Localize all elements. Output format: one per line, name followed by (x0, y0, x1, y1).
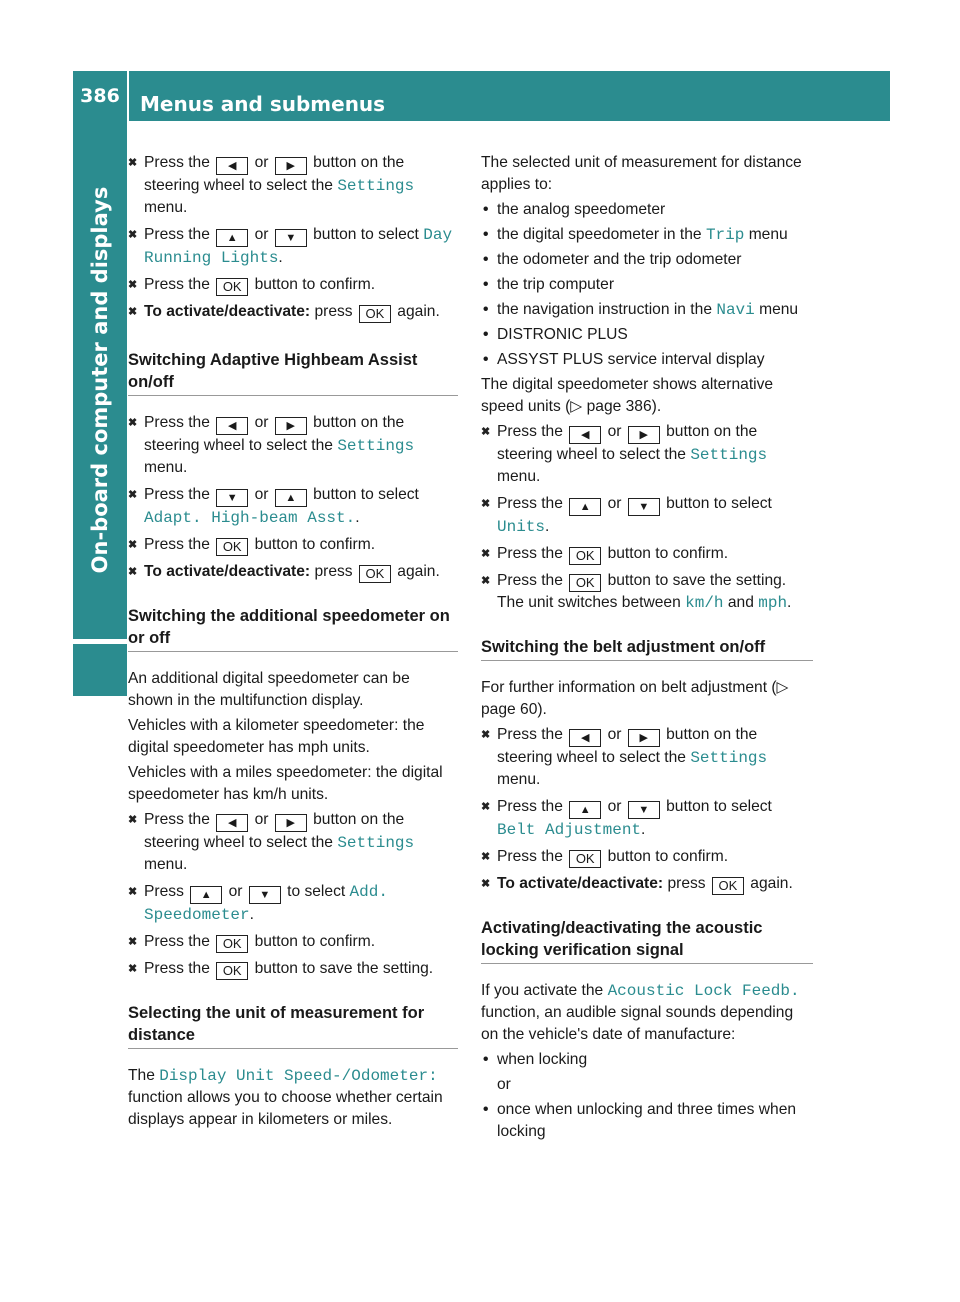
step: ✖ Press ▲ or ▼ to select Add. Speedometer. (128, 881, 458, 926)
step: ✖ Press the ◀ or ▶ button on the steering wheel to select the Settings menu. (128, 412, 458, 479)
down-key-icon: ▼ (249, 886, 281, 904)
list-item: • when locking (481, 1049, 813, 1071)
ok-key-icon: OK (216, 278, 248, 296)
display-kmh: km/h (685, 594, 724, 612)
down-key-icon: ▼ (628, 498, 660, 516)
paragraph: Vehicles with a miles speedometer: the digital speedometer has km/h units. (128, 764, 443, 803)
right-column (481, 152, 813, 1146)
step: ✖ Press the ▲ or ▼ button to select Belt Adjustment. (481, 796, 813, 841)
display-settings: Settings (337, 834, 415, 852)
display-acoustic: Acoustic Lock Feedb. (607, 982, 800, 1000)
list-item: • once when unlocking and three times when locking (481, 1099, 813, 1143)
up-key-icon: ▲ (569, 498, 601, 516)
right-key-icon: ▶ (628, 729, 660, 747)
list-item: • ASSYST PLUS service interval display (481, 349, 813, 371)
ok-key-icon: OK (359, 305, 391, 323)
step: ✖ Press the ◀ or ▶ button on the steering wheel to select the Settings menu. (128, 152, 458, 219)
page-number: 386 (80, 85, 120, 107)
display-day-running: Day Running Lights (144, 226, 453, 267)
right-key-icon: ▶ (275, 157, 307, 175)
display-settings: Settings (690, 446, 768, 464)
step: ✖ Press the ◀ or ▶ button on the steering wheel to select the Settings menu. (128, 809, 458, 876)
step: ✖ To activate/deactivate: press OK again. (128, 301, 458, 323)
up-key-icon: ▲ (190, 886, 222, 904)
up-key-icon: ▲ (216, 229, 248, 247)
ok-key-icon: OK (216, 935, 248, 953)
display-mph: mph (758, 594, 788, 612)
list-item: • the digital speedometer in the Trip menu (481, 224, 813, 246)
section-heading: Activating/deactivating the acoustic locking verification signal (481, 917, 813, 964)
paragraph: The Display Unit Speed-/Odometer: function allows you to choose whether certain displays appear in kilometers or miles. (128, 1067, 443, 1128)
display-settings: Settings (337, 177, 415, 195)
step: ✖ Press the OK button to confirm. (128, 534, 458, 556)
section-heading: Switching the additional speedometer on or off (128, 605, 458, 652)
right-key-icon: ▶ (628, 426, 660, 444)
step: ✖ Press the ▼ or ▲ button to select Adapt. High-beam Asst.. (128, 484, 458, 529)
display-adapt-high: Adapt. High-beam Asst. (144, 509, 356, 527)
ok-key-icon: OK (216, 962, 248, 980)
left-key-icon: ◀ (216, 417, 248, 435)
paragraph: If you activate the Acoustic Lock Feedb. function, an audible signal sounds depending on the vehicle's date of manufacture: (481, 982, 800, 1043)
step: ✖ Press the OK button to confirm. (481, 543, 813, 565)
ok-key-icon: OK (359, 565, 391, 583)
ok-key-icon: OK (569, 547, 601, 565)
up-key-icon: ▲ (569, 801, 601, 819)
list-item: • the navigation instruction in the Navi menu (481, 299, 813, 321)
ok-key-icon: OK (216, 538, 248, 556)
list-item: • the trip computer (481, 274, 813, 296)
display-unit-speed: Display Unit Speed-/Odometer: (159, 1067, 438, 1085)
step: ✖ Press the ▲ or ▼ button to select Day Running Lights. (128, 224, 458, 269)
list-connector: or (497, 1076, 511, 1093)
section-heading: Switching Adaptive Highbeam Assist on/off (128, 349, 458, 396)
step: ✖ Press the OK button to confirm. (128, 931, 458, 953)
list-item: • the analog speedometer (481, 199, 813, 221)
display-belt: Belt Adjustment (497, 821, 642, 839)
display-trip: Trip (705, 226, 745, 244)
right-key-icon: ▶ (275, 417, 307, 435)
ok-key-icon: OK (712, 877, 744, 895)
paragraph: The selected unit of measurement for distance applies to: (481, 154, 802, 193)
down-key-icon: ▼ (275, 229, 307, 247)
display-settings: Settings (690, 749, 768, 767)
step: ✖ Press the ▲ or ▼ button to select Units. (481, 493, 813, 538)
page-title: Menus and submenus (140, 92, 386, 116)
step: ✖ Press the OK button to save the setting. The unit switches between km/h and mph. (481, 570, 813, 614)
step: ✖ To activate/deactivate: press OK again. (128, 561, 458, 583)
ok-key-icon: OK (569, 850, 601, 868)
step: ✖ Press the OK button to confirm. (128, 274, 458, 296)
step: ✖ Press the ◀ or ▶ button on the steering wheel to select the Settings menu. (481, 421, 813, 488)
left-key-icon: ◀ (569, 426, 601, 444)
step: ✖ To activate/deactivate: press OK again. (481, 873, 813, 895)
right-key-icon: ▶ (275, 814, 307, 832)
display-units: Units (497, 518, 546, 536)
section-heading: Selecting the unit of measurement for distance (128, 1002, 458, 1049)
paragraph: The digital speedometer shows alternative speed units (▷ page 386). (481, 376, 774, 415)
ok-key-icon: OK (569, 574, 601, 592)
paragraph: Vehicles with a kilometer speedometer: the digital speedometer has mph units. (128, 717, 425, 756)
list-item: • DISTRONIC PLUS (481, 324, 813, 346)
section-heading: Switching the belt adjustment on/off (481, 636, 813, 661)
left-key-icon: ◀ (216, 157, 248, 175)
paragraph: An additional digital speedometer can be shown in the multifunction display. (128, 670, 410, 709)
step: ✖ Press the OK button to save the setting. (128, 958, 458, 980)
step: ✖ Press the ◀ or ▶ button on the steering wheel to select the Settings menu. (481, 724, 813, 791)
left-key-icon: ◀ (216, 814, 248, 832)
chapter-marker (73, 644, 127, 696)
list-item: • the odometer and the trip odometer (481, 249, 813, 271)
up-key-icon: ▲ (275, 489, 307, 507)
left-column (128, 152, 458, 1134)
left-key-icon: ◀ (569, 729, 601, 747)
paragraph: For further information on belt adjustment (▷ page 60). (481, 679, 789, 718)
chapter-label: On-board computer and displays (88, 186, 112, 574)
step: ✖ Press the OK button to confirm. (481, 846, 813, 868)
display-settings: Settings (337, 437, 415, 455)
display-speedometer: Speedometer (144, 906, 250, 924)
display-navi: Navi (716, 301, 755, 319)
down-key-icon: ▼ (628, 801, 660, 819)
display-add: Add. (349, 883, 388, 901)
header-separator (127, 71, 129, 121)
down-key-icon: ▼ (216, 489, 248, 507)
